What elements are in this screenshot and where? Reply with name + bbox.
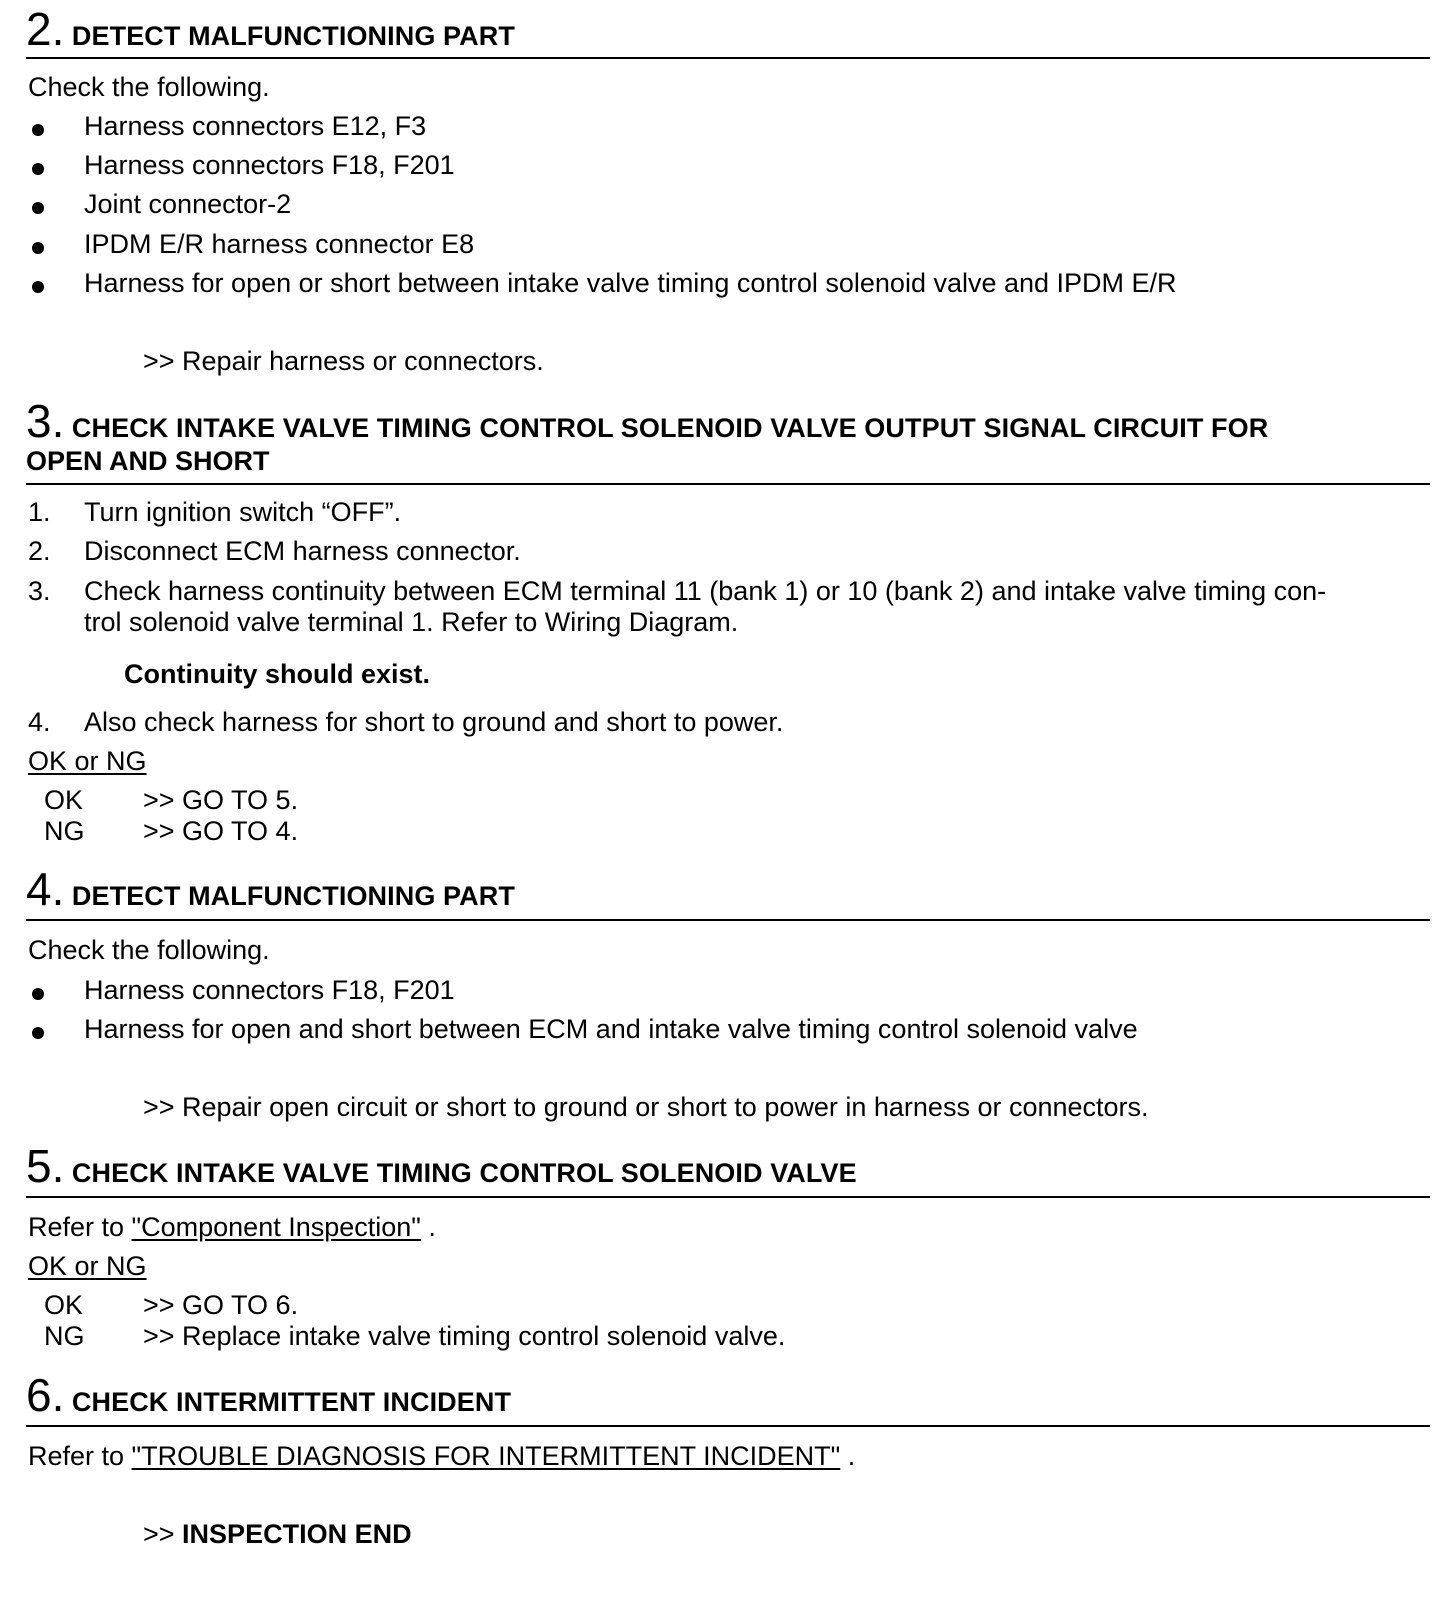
section-6-heading xyxy=(26,1369,512,1421)
section-intro: Check the following. xyxy=(28,72,270,102)
section-number: 5. xyxy=(26,1140,65,1192)
divider xyxy=(26,1196,1430,1198)
divider xyxy=(26,483,1430,485)
section-result: >> Repair harness or connectors. xyxy=(143,346,544,376)
bullet-icon xyxy=(32,1027,44,1039)
section-title: CHECK INTAKE VALVE TIMING CONTROL SOLENOID VALVE OUTPUT SIGNAL CIRCUIT FOR xyxy=(71,413,1269,443)
bullet-icon xyxy=(32,163,44,175)
note-text: Continuity should exist. xyxy=(124,659,431,689)
bullet-icon xyxy=(32,281,44,293)
section-title-continued: OPEN AND SHORT xyxy=(26,446,270,476)
section-3-heading xyxy=(26,395,1269,447)
section-number: 3. xyxy=(26,395,65,447)
section-number: 6. xyxy=(26,1369,65,1421)
bullet-icon xyxy=(32,124,44,136)
bullet-icon xyxy=(32,202,44,214)
ok-or-ng-label: OK or NG xyxy=(28,1251,147,1281)
trouble-diagnosis-link[interactable]: "TROUBLE DIAGNOSIS FOR INTERMITTENT INCIDENT" xyxy=(131,1441,841,1471)
section-4-heading xyxy=(26,863,515,915)
section-title: CHECK INTAKE VALVE TIMING CONTROL SOLENOID VALVE xyxy=(71,1158,857,1188)
section-title: DETECT MALFUNCTIONING PART xyxy=(71,21,515,51)
section-number: 4. xyxy=(26,863,65,915)
inspection-end-label: INSPECTION END xyxy=(182,1519,412,1549)
section-result: >> INSPECTION END xyxy=(143,1519,412,1549)
section-2-heading xyxy=(26,3,515,55)
section-result: >> Repair open circuit or short to ground or short to power in harness or connectors. xyxy=(143,1092,1149,1122)
refer-line: Refer to "TROUBLE DIAGNOSIS FOR INTERMITTENT INCIDENT" . xyxy=(28,1441,856,1471)
section-title: CHECK INTERMITTENT INCIDENT xyxy=(71,1387,512,1417)
divider xyxy=(26,57,1430,59)
section-intro: Check the following. xyxy=(28,935,270,965)
section-number: 2. xyxy=(26,3,65,55)
component-inspection-link[interactable]: "Component Inspection" xyxy=(131,1212,421,1242)
refer-line: Refer to "Component Inspection" . xyxy=(28,1212,436,1242)
divider xyxy=(26,1425,1430,1427)
page: 2. DETECT MALFUNCTIONING PART Check the following. Harness connectors E12, F3 Harness connectors F18, F201 Joint connector-2 IPDM E/R harness connector E8 Harness for open or short between intake valve timing control solenoid valve and IPDM E/R >> Repair harness or connectors. 3. CHECK INTAKE VALVE TIMING CONTROL SOLENOID VALVE OUTPUT SIGNAL CIRCUIT FOR OPEN AND SHORT 1. Turn ignition switch “OFF”. 2. Disconnect ECM harness connector. 3. Check harness continuity between ECM terminal 11 (bank 1) or 10 (bank 2) and intake valve timing con- trol solenoid valve terminal 1. Refer to Wiring Diagram. Continuity should exist. 4. Also check harness for short to ground and short to power. OK or NG OK >> GO TO 5. NG >> GO TO 4. 4. DETECT MALFUNCTIONING PART Check the following. Harness connectors F18, F201 Harness for open and short between ECM and intake valve timing control solenoid valve >> Repair open circuit or short to ground or short to power in harness or connectors. 5. CHECK INTAKE VALVE TIMING CONTROL SOLENOID VALVE Refer to "Component Inspection" . OK or NG OK >> GO TO 6. NG >> Replace intake valve timing control solenoid valve. 6. CHECK INTERMITTENT INCIDENT Refer to "TROUBLE DIAGNOSIS FOR INTERMITTENT INCIDENT" . >> INSPECTION END xyxy=(0,0,1456,1612)
divider xyxy=(26,919,1430,921)
bullet-icon xyxy=(32,242,44,254)
section-5-heading xyxy=(26,1140,857,1192)
bullet-icon xyxy=(32,988,44,1000)
section-title: DETECT MALFUNCTIONING PART xyxy=(71,881,515,911)
ok-or-ng-label: OK or NG xyxy=(28,746,147,776)
